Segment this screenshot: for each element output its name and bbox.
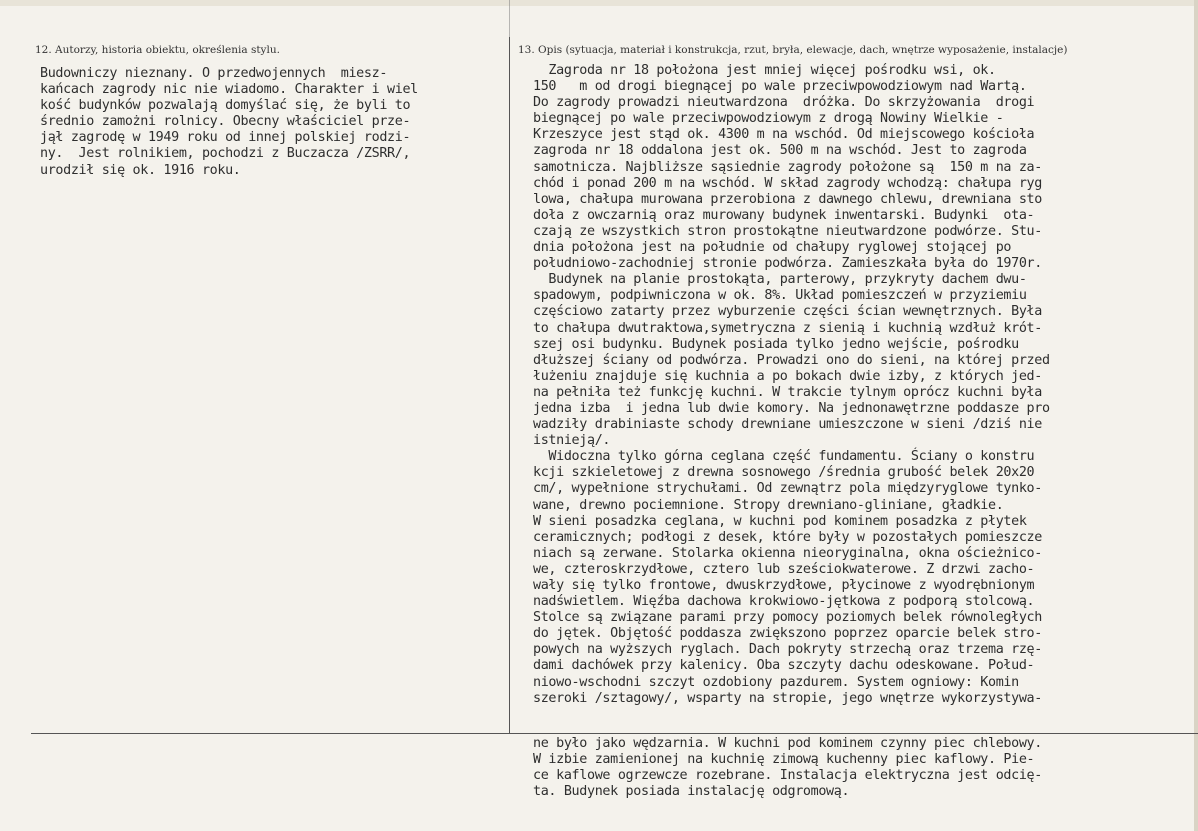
section-13-line: czają ze wszystkich stron prostokątne nieutwardzone podwórze. Stu-: [533, 223, 1042, 239]
section-13-line: jedna izba i jedna lub dwie komory. Na jednonawętrzne poddasze pro: [533, 400, 1050, 416]
section-12-line: ny. Jest rolnikiem, pochodzi z Buczacza /ZSRR/,: [40, 146, 411, 162]
section-13-line: Widoczna tylko górna ceglana część fundamentu. Ściany o konstru: [533, 449, 1035, 465]
section-13-line: wadziły drabiniaste schody drewniane umieszczone w sieni /dziś nie: [533, 417, 1042, 433]
section-13-line: szej osi budynku. Budynek posiada tylko jedno wejście, pośrodku: [533, 336, 1019, 352]
section-12-line: jął zagrodę w 1949 roku od innej polskiej rodzi-: [40, 130, 411, 146]
section-13-line: szeroki /sztagowy/, wsparty na stropie, jego wnętrze wykorzystywa-: [533, 690, 1042, 706]
card-top-edge: [0, 0, 1198, 6]
section-13-line: doła z owczarnią oraz murowany budynek inwentarski. Budynki ota-: [533, 207, 1035, 223]
section-13-line: Stolce są związane parami przy pomocy poziomych belek równoległych: [533, 610, 1042, 626]
section-13-text: [533, 63, 1050, 707]
section-12-line: kańcach zagrody nic nie wiadomo. Charakter i wiel: [40, 82, 418, 98]
section-13-line: biegnącej po wale przeciwpowodziowym z drogą Nowiny Wielkie -: [533, 111, 1004, 127]
section-13-line: W sieni posadzka ceglana, w kuchni pod kominem posadzka z płytek: [533, 513, 1027, 529]
section-13-line: wane, drewno pociemnione. Stropy drewniano-gliniane, gładkie.: [533, 497, 1004, 513]
section-13-line: niowo-wschodni szczyt ozdobiony pazdurem. System ogniowy: Komin: [533, 674, 1019, 690]
section-13-line: Budynek na planie prostokąta, parterowy, przykryty dachem dwu-: [533, 272, 1027, 288]
section-13-line: ceramicznych; podłogi z desek, które były w pozostałych pomieszcze: [533, 529, 1042, 545]
column-divider: [509, 37, 510, 733]
section-12-text: [40, 66, 418, 179]
card-right-edge: [1194, 0, 1198, 831]
section-13-line: to chałupa dwutraktowa,symetryczna z sienią i kuchnią wzdłuż krót-: [533, 320, 1042, 336]
section-13-line: wały się tylko frontowe, dwuskrzydłowe, płycinowe z wyodrębnionym: [533, 578, 1035, 593]
section-divider: [31, 733, 1198, 734]
section-13-line: Do zagrody prowadzi nieutwardzona dróżka. Do skrzyżowania drogi: [533, 95, 1035, 111]
section-13-line: we, czteroskrzydłowe, cztero lub sześciokwaterowe. Z drzwi zacho-: [533, 561, 1035, 577]
section-13-line: nadświetlem. Więźba dachowa krokwiowo-jętkowa z podporą stolcową.: [533, 594, 1035, 610]
section-13-line: dami dachówek przy kalenicy. Oba szczyty dachu odeskowane. Połud-: [533, 658, 1035, 674]
section-13-line: cm/, wypełnione strychułami. Od zewnątrz pola międzyryglowe tynko-: [533, 481, 1042, 497]
section-13-line: do jętek. Objętość poddasza zwiększono poprzez oparcie belek stro-: [533, 626, 1042, 642]
section-13-line: powych na wyższych ryglach. Dach pokryty strzechą oraz trzema rzę-: [533, 642, 1042, 658]
column-divider-top: [509, 0, 510, 37]
section-13-line: chód i ponad 200 m na wschód. W skład zagrody wchodzą: chałupa ryg: [533, 175, 1042, 191]
section-13-line: częściowo zatarty przez wyburzenie części ścian wewnętrznych. Była: [533, 304, 1042, 320]
section-12-line: kość budynków pozwalają domyślać się, że byli to: [40, 98, 411, 114]
section-13-line: Zagroda nr 18 położona jest mniej więcej pośrodku wsi, ok.: [533, 63, 996, 78]
section-13-line: spadowym, podpiwniczona w ok. 8%. Układ pomieszczeń w przyziemiu: [533, 288, 1027, 304]
section-13-line: kcji szkieletowej z drewna sosnowego /średnia grubość belek 20x20: [533, 465, 1035, 481]
section-13-continuation: [533, 736, 1042, 800]
section-12-line: średnio zamożni rolnicy. Obecny właściciel prze-: [40, 114, 411, 130]
section-13-line: samotnicza. Najbliższe sąsiednie zagrody położone są 150 m na za-: [533, 159, 1042, 175]
continuation-line: ne było jako wędzarnia. W kuchni pod kominem czynny piec chlebowy.: [533, 736, 1042, 751]
continuation-line: ta. Budynek posiada instalację odgromową.: [533, 784, 850, 800]
section-13-line: południowo-zachodniej stronie podwórza. Zamieszkała była do 1970r.: [533, 256, 1042, 272]
continuation-line: ce kaflowe ogrzewcze rozebrane. Instalacja elektryczna jest odcię-: [533, 768, 1042, 784]
section-13-line: istnieją/.: [533, 433, 611, 449]
section-13-line: zagroda nr 18 oddalona jest ok. 500 m na wschód. Jest to zagroda: [533, 143, 1027, 159]
section-12-heading: 12. Autorzy, historia obiektu, określenia stylu.: [35, 44, 280, 56]
section-13-line: na pełniła też funkcję kuchni. W trakcie tylnym oprócz kuchni była: [533, 384, 1042, 400]
section-13-line: dnia położona jest na południe od chałupy ryglowej stojącej po: [533, 240, 1012, 256]
section-13-line: lowa, chałupa murowana przerobiona z dawnego chlewu, drewniana sto: [533, 191, 1042, 207]
section-13-line: Krzeszyce jest stąd ok. 4300 m na wschód. Od miejscowego kościoła: [533, 127, 1035, 143]
section-13-line: łużeniu znajduje się kuchnia a po bokach dwie izby, z których jed-: [533, 368, 1042, 384]
section-13-heading: 13. Opis (sytuacja, materiał i konstrukcja, rzut, bryła, elewacje, dach, wnętrze wyposażenie, instalacje): [518, 44, 1068, 56]
section-13-line: 150 m od drogi biegnącej po wale przeciwpowodziowym nad Wartą.: [533, 79, 1027, 95]
continuation-line: W izbie zamienionej na kuchnię zimową kuchenny piec kaflowy. Pie-: [533, 752, 1035, 768]
section-13-line: dłuższej ściany od podwórza. Prowadzi ono do sieni, na której przed: [533, 352, 1050, 368]
section-12-line: urodził się ok. 1916 roku.: [40, 162, 241, 178]
section-12-line: Budowniczy nieznany. O przedwojennych miesz-: [40, 66, 388, 81]
section-13-line: niach są zerwane. Stolarka okienna nieoryginalna, okna ościeżnico-: [533, 545, 1042, 561]
